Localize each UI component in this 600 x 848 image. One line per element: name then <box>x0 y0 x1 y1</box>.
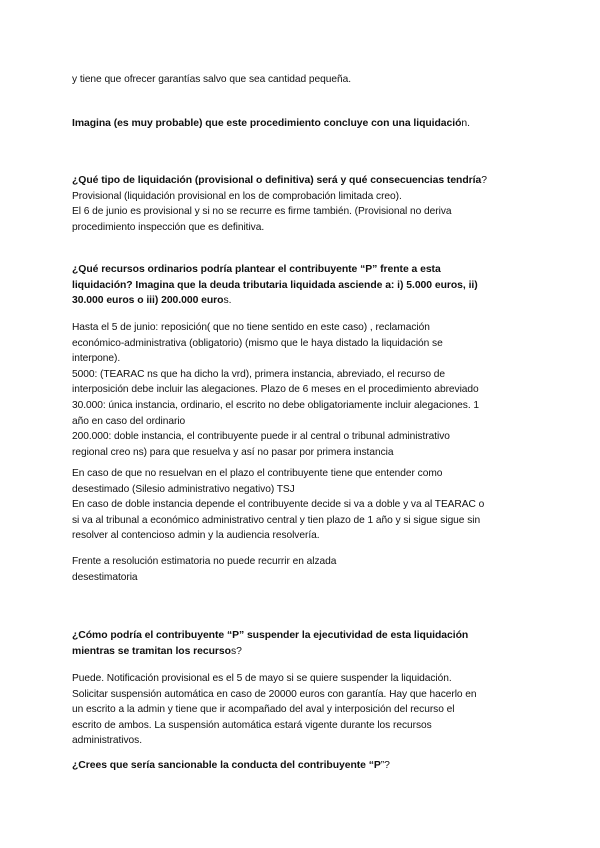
answer-2-block-1 <box>72 320 542 460</box>
answer-2-line: regional creo ns) para que resuelva y así no pasar por primera instancia <box>72 446 394 458</box>
answer-2-line: 200.000: doble instancia, el contribuyente puede ir al central o tribunal administrativo <box>72 431 450 443</box>
question-1-section <box>72 173 542 235</box>
answer-2-line: Frente a resolución estimatoria no puede recurrir en alzada <box>72 556 337 567</box>
answer-1-line: Provisional (liquidación provisional en los de comprobación limitada creo). <box>72 190 402 202</box>
question-3-bold: mientras se tramitan los recurso <box>72 645 231 657</box>
answer-1-line: El 6 de junio es provisional y si no se recurre es firme también. (Provisional no deriva <box>72 206 452 218</box>
question-3-tail: s? <box>230 645 242 657</box>
statement-paragraph <box>72 116 542 132</box>
question-4-section <box>72 758 542 774</box>
question-4-tail: ”? <box>380 760 390 771</box>
intro-line: y tiene que ofrecer garantías salvo que sea cantidad pequeña. <box>72 74 352 85</box>
answer-2-line: 5000: (TEARAC ns que ha dicho la vrd), primera instancia, abreviado, el recurso de <box>72 368 446 380</box>
answer-3-line: un escrito a la admin y tiene que ir acompañado del aval y interposición del recurso el <box>72 704 455 716</box>
answer-1-line: procedimiento inspección que es definitiva. <box>72 221 265 233</box>
answer-2-line: Hasta el 5 de junio: reposición( que no tiene sentido en este caso) , reclamación <box>72 322 430 333</box>
question-2-bold: 30.000 euros o iii) 200.000 euro <box>72 295 224 307</box>
statement-tail: n. <box>461 118 470 129</box>
answer-2-block-3 <box>72 554 542 585</box>
answer-2-line: si va al tribunal a económico administrativo central y tien plazo de 1 año y si sigue sigue sin <box>72 514 481 526</box>
answer-2-line: desestimado (Silesio administrativo negativo) TSJ <box>72 483 295 495</box>
answer-2-line: En caso de que no resuelvan en el plazo el contribuyente tiene que entender como <box>72 468 443 479</box>
answer-2-line: interpone). <box>72 353 121 365</box>
question-3-heading-line: ¿Cómo podría el contribuyente “P” suspender la ejecutividad de esta liquidación <box>72 630 469 641</box>
answer-3-line: escrito de ambos. La suspensión automática estará vigente durante los recursos <box>72 719 432 731</box>
question-2-section <box>72 262 542 309</box>
statement-bold: Imagina (es muy probable) que este procedimiento concluye con una liquidació <box>72 118 462 129</box>
answer-2-line: resolver al contencioso admin y la audiencia resolvería. <box>72 530 320 542</box>
question-4-heading <box>72 758 542 774</box>
question-2-tail: s. <box>223 295 232 307</box>
answer-2-line: económico-administrativa (obligatorio) (mismo que le haya distado la liquidación se <box>72 337 443 349</box>
question-2-heading-line: liquidación? Imagina que la deuda tributaria liquidada asciende a: i) 5.000 euros, ii) <box>72 279 478 291</box>
answer-3-line: Solicitar suspensión automática en caso de 20000 euros con garantía. Hay que hacerlo en <box>72 688 477 700</box>
question-2-heading-line <box>72 293 542 309</box>
answer-2-line: año en caso del ordinario <box>72 415 186 427</box>
answer-2-line: interposición debe incluir las alegaciones. Plazo de 6 meses en el procedimiento abreviado <box>72 384 479 396</box>
question-4-bold: ¿Crees que sería sancionable la conducta del contribuyente “P <box>72 760 381 771</box>
answer-3-block <box>72 671 542 749</box>
answer-3-line: Puede. Notificación provisional es el 5 de mayo si se quiere suspender la liquidación. <box>72 673 452 684</box>
answer-2-line: 30.000: única instancia, ordinario, el escrito no debe obligatoriamente incluir alegaciones. 1 <box>72 399 480 411</box>
intro-paragraph <box>72 72 542 88</box>
statement-line <box>72 116 542 132</box>
answer-2-line: desestimatoria <box>72 571 138 583</box>
question-2-heading-line: ¿Qué recursos ordinarios podría plantear el contribuyente “P” frente a esta <box>72 264 441 275</box>
question-3-heading-line <box>72 644 542 660</box>
question-3-section <box>72 628 542 659</box>
answer-3-line: administrativos. <box>72 735 142 747</box>
answer-2-block-2 <box>72 466 542 544</box>
question-1-bold: ¿Qué tipo de liquidación (provisional o definitiva) será y qué consecuencias tendría <box>72 175 482 186</box>
answer-2-line: En caso de doble instancia depende el contribuyente decide si va a doble y va al TEARAC o <box>72 499 485 511</box>
question-1-heading <box>72 173 542 189</box>
question-1-tail: ? <box>481 175 487 186</box>
